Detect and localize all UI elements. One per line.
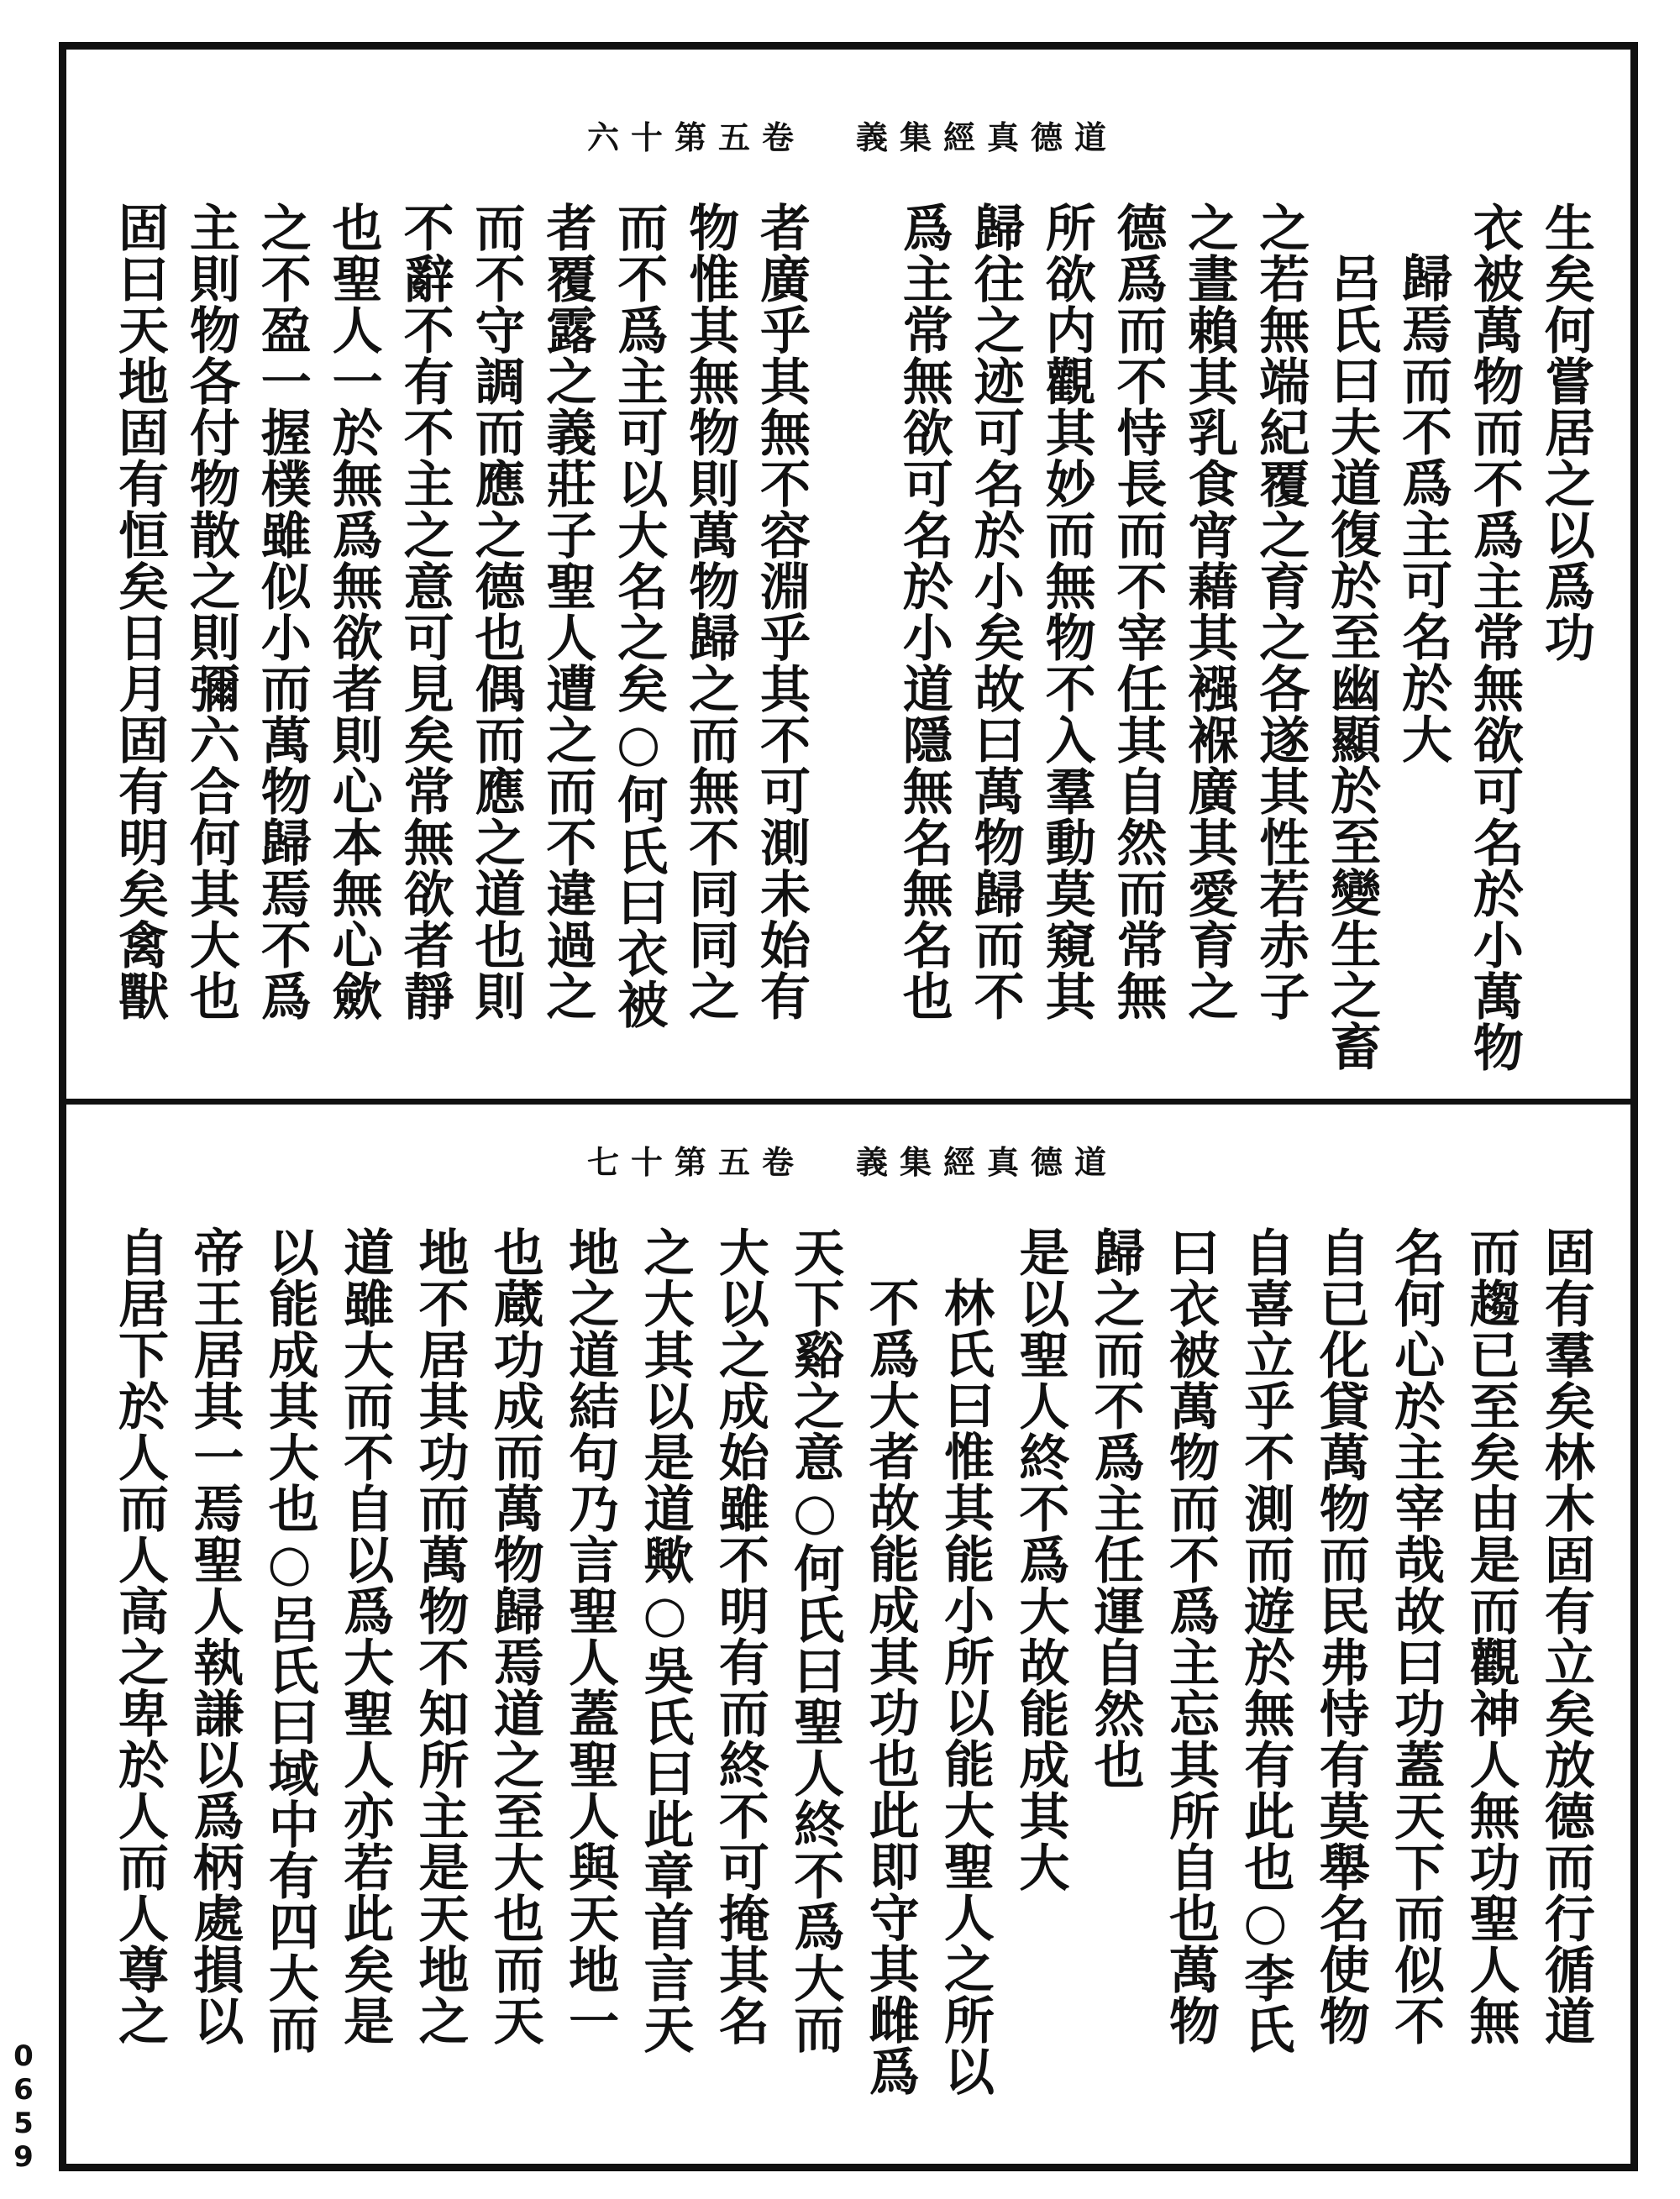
page-number: 0659: [13, 2039, 34, 2174]
text-column: 也聖人一於無爲無欲者則心本無心歛: [323, 202, 383, 1021]
text-column: 之大其以是道歟○吳氏曰此章首言天: [635, 1226, 695, 2055]
top-page: [109, 92, 1596, 1075]
text-column: 而不守調而應之德也偶而應之道也則: [466, 202, 526, 1021]
text-column: 曰衣被萬物而不爲主忘其所自也萬物: [1161, 1226, 1221, 2046]
text-columns-top: [109, 202, 1596, 1075]
text-column: 歸往之迹可名於小矣故曰萬物歸而不: [965, 202, 1025, 1021]
text-column: 物惟其無物則萬物歸之而無不同同之: [680, 202, 740, 1021]
text-column: 之不盈一握樸雖似小而萬物歸焉不爲: [252, 202, 312, 1021]
text-column: 而趨已至矣由是而觀神人無功聖人無: [1461, 1226, 1520, 2046]
text-column: 名何心於主宰哉故曰功蓋天下而似不: [1386, 1226, 1446, 2046]
text-column: 不爲大者故能成其功也此即守其雌爲: [860, 1277, 920, 2097]
text-column: 不辭不有不主之意可見矣常無欲者靜: [395, 202, 454, 1021]
bottom-page: [109, 1117, 1596, 2150]
text-column: 大以之成始雖不明有而終不可掩其名: [710, 1226, 769, 2046]
text-column: 呂氏曰夫道復於至幽顯於至變生之畜: [1322, 252, 1382, 1072]
text-column: 自居下於人而人高之卑於人而人尊之: [110, 1226, 169, 2046]
text-column: 自喜立乎不測而遊於無有此也○李氏: [1236, 1226, 1295, 2055]
text-column: 之晝賴其乳食宵藉其襁褓廣其愛育之: [1179, 202, 1239, 1021]
text-column: 林氏曰惟其能小所以能大聖人之所以: [935, 1277, 995, 2097]
text-columns-bottom: [109, 1226, 1596, 2150]
text-column: 天下谿之意○何氏曰聖人終不爲大而: [785, 1226, 845, 2055]
running-head-volume: 卷五第十七: [586, 1142, 806, 1181]
running-head-title: 道德真經集義: [856, 1142, 1119, 1181]
text-column: 衣被萬物而不爲主常無欲可名於小萬物: [1464, 202, 1524, 1073]
text-column: 者覆露之義莊子聖人遭之而不違過之: [538, 202, 597, 1021]
text-column: 所欲内觀其妙而無物不入羣動莫窺其: [1037, 202, 1096, 1021]
text-column: 之若無端紀覆之育之各遂其性若赤子: [1251, 202, 1310, 1021]
text-column: 地不居其功而萬物不知所主是天地之: [410, 1226, 470, 2046]
text-column: 以能成其大也○呂氏曰域中有四大而: [260, 1226, 319, 2055]
running-head-title: 道德真經集義: [856, 118, 1119, 156]
running-head-bottom: [109, 1117, 1596, 1201]
text-column: 也蔵功成而萬物歸焉道之至大也而天: [485, 1226, 544, 2046]
text-column: 地之道結句乃言聖人蓋聖人與天地一: [560, 1226, 620, 2046]
text-column: 歸之而不爲主任運自然也: [1085, 1226, 1145, 1790]
text-column: 自已化貸萬物而民弗恃有莫舉名使物: [1310, 1226, 1370, 2046]
text-column: 生矣何嘗居之以爲功: [1536, 202, 1595, 663]
text-column: 固有羣矣林木固有立矣放德而行循道: [1536, 1226, 1595, 2046]
text-column: 主則物各付物散之則彌六合何其大也: [181, 202, 240, 1021]
text-column: 德爲而不恃長而不宰任其自然而常無: [1108, 202, 1168, 1021]
page-divider: [59, 1099, 1638, 1105]
text-column: 爲主常無欲可名於小道隱無名無名也: [894, 202, 953, 1021]
text-column: 道雖大而不自以爲大聖人亦若此矣是: [335, 1226, 395, 2046]
text-column: 帝王居其一焉聖人執謙以爲柄處損以: [185, 1226, 244, 2046]
text-column: 固曰天地固有恒矣日月固有明矣禽獸: [110, 202, 169, 1021]
running-head-volume: 卷五第十六: [586, 118, 806, 156]
text-column: 而不爲主可以大名之矣○何氏曰衣被: [609, 202, 669, 1030]
text-column: 者廣乎其無不容淵乎其不可測未始有: [752, 202, 811, 1021]
text-column: 歸焉而不爲主可名於大: [1394, 252, 1453, 764]
text-column: 是以聖人終不爲大故能成其大: [1011, 1226, 1070, 1892]
running-head-top: [109, 92, 1596, 176]
